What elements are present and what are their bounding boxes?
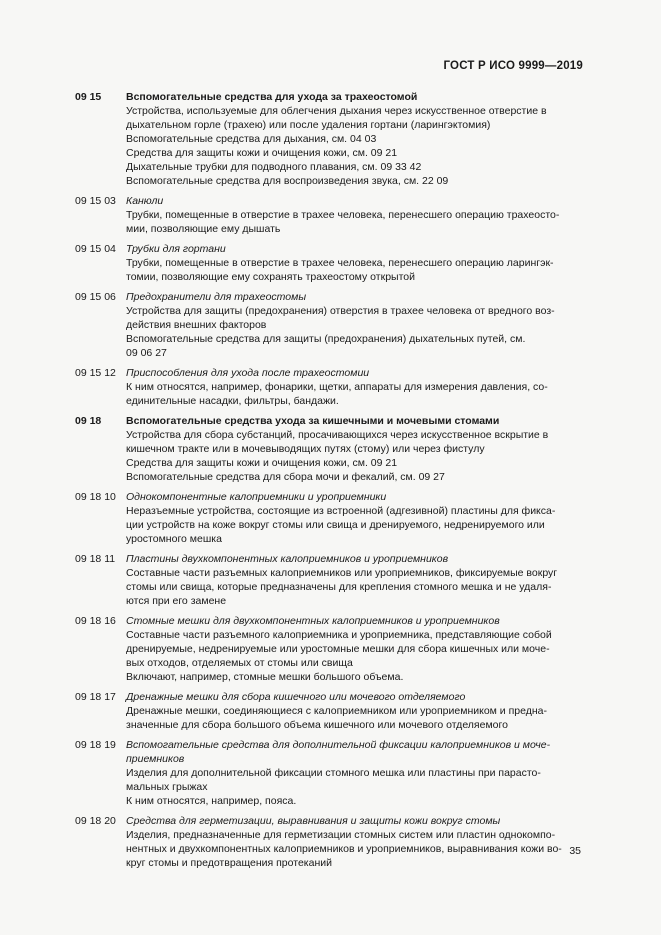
entry-text-line: К ним относятся, например, фонарики, щетки, аппараты для измерения давления, со- (126, 381, 548, 393)
classification-entry (75, 490, 585, 546)
entry-text-line: Средства для защиты кожи и очищения кожи, см. 09 21 (126, 457, 398, 469)
entry-title: Канюли (126, 195, 164, 207)
entry-text-line: кишечном тракте или в мочевыводящих путях (стому) или через фистулу (126, 443, 485, 455)
entry-text-line: Вспомогательные средства для защиты (предохранения) дыхательных путей, см. (126, 333, 526, 345)
entry-code: 09 15 06 (75, 291, 116, 303)
entry-text-line: Включают, например, стомные мешки большого объема. (126, 671, 404, 683)
entry-code: 09 18 20 (75, 815, 116, 827)
entry-code: 09 18 17 (75, 691, 116, 703)
entry-text-line: Устройства для защиты (предохранения) отверстия в трахее человека от вредного воз- (126, 305, 555, 317)
entry-title: Вспомогательные средства для дополнительной фиксации калоприемников и моче- (126, 739, 551, 751)
entry-text-line: Изделия для дополнительной фиксации стомного мешка или пластины при парасто- (126, 767, 541, 779)
entry-text-line: 09 06 27 (126, 347, 167, 359)
entry-text-line: действия внешних факторов (126, 319, 267, 331)
page-number: 35 (569, 845, 581, 857)
entry-code: 09 18 (75, 415, 102, 427)
entry-code: 09 15 04 (75, 243, 116, 255)
entry-title: Средства для герметизации, выравнивания и защиты кожи вокруг стомы (126, 815, 501, 827)
entry-text-line: стомы или свища, которые предназначены для крепления стомного мешка и не удаля- (126, 581, 552, 593)
classification-entry (75, 614, 585, 684)
classification-entry (75, 242, 585, 284)
classification-entry (75, 194, 585, 236)
entry-text-line: К ним относятся, например, пояса. (126, 795, 297, 807)
entry-code: 09 15 03 (75, 195, 116, 207)
entry-text-line: Устройства, используемые для облегчения дыхания через искусственное отверстие в (126, 105, 547, 117)
entry-text-line: значенные для сбора большого объема кишечного или мочевого отделяемого (126, 719, 508, 731)
classification-entry (75, 814, 585, 870)
entry-title-continued: приемников (126, 753, 185, 765)
entry-text-line: Вспомогательные средства для дыхания, см. 04 03 (126, 133, 377, 145)
entry-code: 09 18 19 (75, 739, 116, 751)
entry-text-line: мальных грыжах (126, 781, 208, 793)
classification-entry (75, 690, 585, 732)
entry-text-line: уростомного мешка (126, 533, 222, 545)
classification-entry (75, 738, 585, 808)
entry-code: 09 18 16 (75, 615, 116, 627)
entry-text-line: томии, позволяющие ему сохранять трахеостому открытой (126, 271, 415, 283)
entry-text-line: Средства для защиты кожи и очищения кожи, см. 09 21 (126, 147, 398, 159)
standard-header: ГОСТ Р ИСО 9999—2019 (443, 60, 583, 72)
entry-title: Стомные мешки для двухкомпонентных калоприемников и уроприемников (126, 615, 500, 627)
entry-code: 09 18 11 (75, 553, 116, 565)
entry-title: Пластины двухкомпонентных калоприемников и уроприемников (126, 553, 449, 565)
classification-entry (75, 290, 585, 360)
entry-text-line: вых отходов, отделяемых от стомы или свища (126, 657, 353, 669)
classification-entry (75, 552, 585, 608)
entry-title: Вспомогательные средства ухода за кишечными и мочевыми стомами (126, 415, 500, 427)
classification-entry (75, 366, 585, 408)
entry-text-line: нентных и двухкомпонентных калоприемников и уроприемников, выравнивания кожи во- (126, 843, 562, 855)
entry-text-line: дыхательном горле (трахею) или после удаления гортани (ларингэктомия) (126, 119, 491, 131)
entry-text-line: ются при его замене (126, 595, 227, 607)
entry-title: Дренажные мешки для сбора кишечного или мочевого отделяемого (126, 691, 466, 703)
classification-list (75, 90, 585, 876)
entry-text-line: Трубки, помещенные в отверстие в трахее человека, перенесшего операцию трахеосто- (126, 209, 560, 221)
classification-entry (75, 414, 585, 484)
entry-text-line: Устройства для сбора субстанций, просачивающихся через искусственное вскрытие в (126, 429, 549, 441)
entry-text-line: Составные части разъемного калоприемника и уроприемника, представляющие собой (126, 629, 552, 641)
entry-text-line: дренируемые, недренируемые или уростомные мешки для сбора кишечных или моче- (126, 643, 550, 655)
entry-title: Предохранители для трахеостомы (126, 291, 307, 303)
entry-text-line: Составные части разъемных калоприемников или уроприемников, фиксируемые вокруг (126, 567, 558, 579)
entry-title: Вспомогательные средства для ухода за трахеостомой (126, 91, 418, 103)
entry-code: 09 15 12 (75, 367, 116, 379)
entry-text-line: Дренажные мешки, соединяющиеся с калоприемником или уроприемником и предна- (126, 705, 547, 717)
entry-code: 09 15 (75, 91, 102, 103)
entry-text-line: круг стомы и предотвращения протеканий (126, 857, 332, 869)
entry-text-line: Трубки, помещенные в отверстие в трахее человека, перенесшего операцию ларингэк- (126, 257, 554, 269)
classification-entry (75, 90, 585, 188)
entry-title: Однокомпонентные калоприемники и уроприемники (126, 491, 387, 503)
entry-text-line: Неразъемные устройства, состоящие из встроенной (адгезивной) пластины для фикса- (126, 505, 556, 517)
entry-title: Трубки для гортани (126, 243, 226, 255)
entry-code: 09 18 10 (75, 491, 116, 503)
entry-text-line: Вспомогательные средства для сбора мочи и фекалий, см. 09 27 (126, 471, 445, 483)
entry-text-line: Дыхательные трубки для подводного плавания, см. 09 33 42 (126, 161, 422, 173)
entry-text-line: Изделия, предназначенные для герметизации стомных систем или пластин однокомпо- (126, 829, 556, 841)
entry-text-line: ции устройств на коже вокруг стомы или свища и дренируемого, недренируемого или (126, 519, 545, 531)
entry-text-line: мии, позволяющие ему дышать (126, 223, 281, 235)
entry-text-line: Вспомогательные средства для воспроизведения звука, см. 22 09 (126, 175, 449, 187)
entry-title: Приспособления для ухода после трахеостомии (126, 367, 370, 379)
entry-text-line: единительные насадки, фильтры, бандажи. (126, 395, 339, 407)
